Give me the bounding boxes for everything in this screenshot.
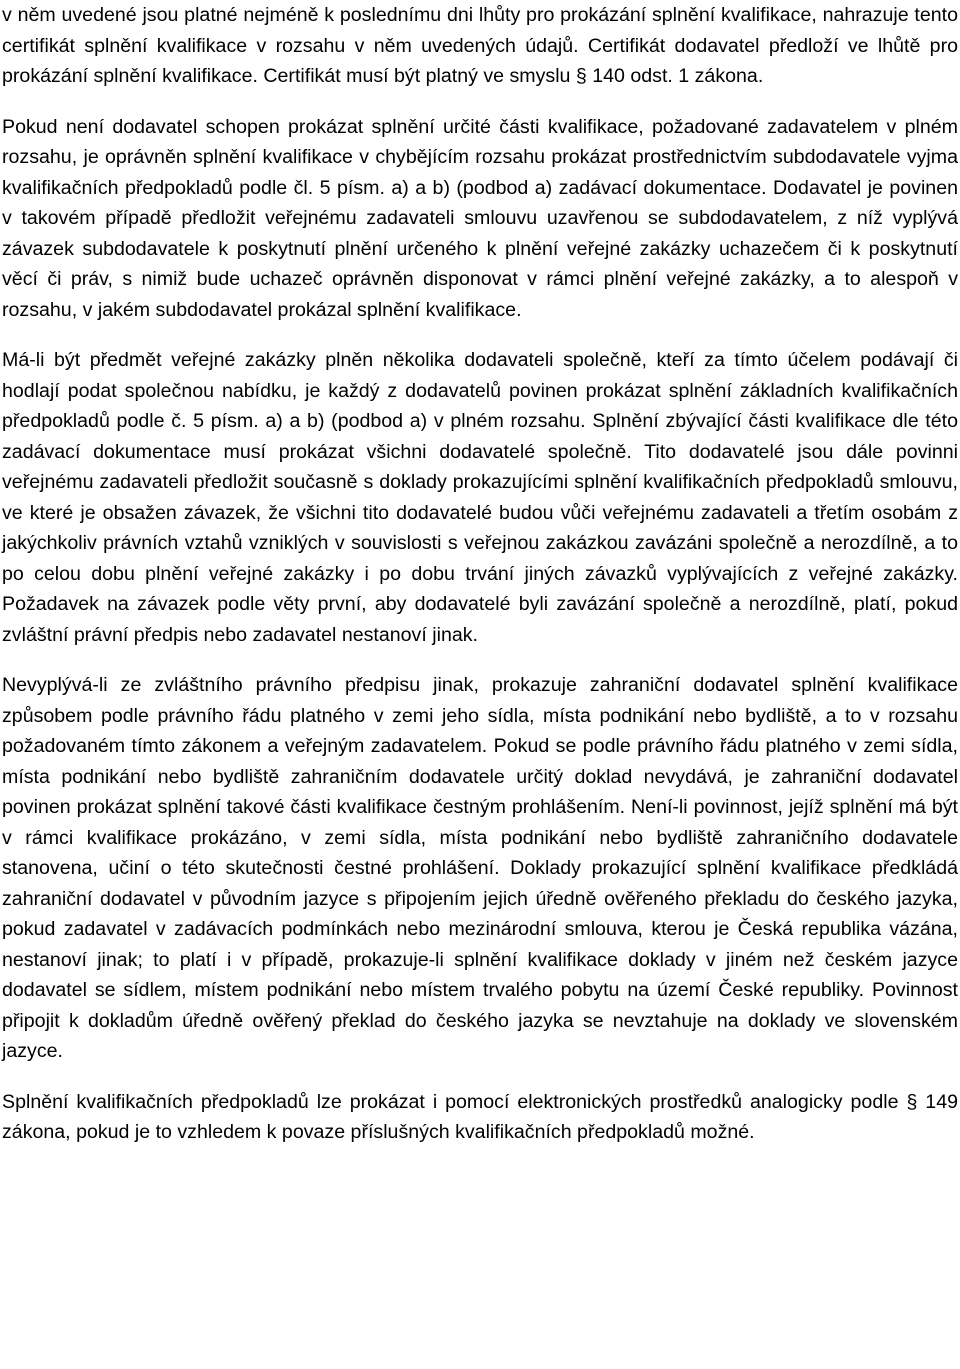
paragraph-subdodavatel: Pokud není dodavatel schopen prokázat splnění určité části kvalifikace, požadované zadavatelem v plném rozsahu, je oprávněn splnění kvalifikace v chybějícím rozsahu prokázat prostřednictvím subdodavatele vyjma kvalifikačních předpokladů podle čl. 5 písm. a) a b) (podbod a) zadávací dokumentace. Dodavatel je povinen v takovém případě předložit veřejnému zadavateli smlouvu uzavřenou se subdodavatelem, z níž vyplývá závazek subdodavatele k poskytnutí plnění určeného k plnění veřejné zakázky uchazečem či k poskytnutí věcí či práv, s nimiž bude uchazeč oprávněn disponovat v rámci plnění veřejné zakázky, a to alespoň v rozsahu, v jakém subdodavatel prokázal splnění kvalifikace.: [2, 115, 958, 321]
paragraph-elektronicke-prostredky: Splnění kvalifikačních předpokladů lze prokázat i pomocí elektronických prostředků analogicky podle § 149 zákona, pokud je to vzhledem k povaze příslušných kvalifikačních předpokladů možné.: [2, 1090, 958, 1143]
paragraph-certifikat: v něm uvedené jsou platné nejméně k poslednímu dni lhůty pro prokázání splnění kvalifikace, nahrazuje tento certifikát splnění kvalifikace v rozsahu v něm uvedených údajů. Certifikát dodavatel předloží ve lhůtě pro prokázání splnění kvalifikace. Certifikát musí být platný ve smyslu § 140 odst. 1 zákona.: [2, 4, 958, 87]
paragraph-spolecna-nabidka: Má-li být předmět veřejné zakázky plněn několika dodavateli společně, kteří za tímto účelem podávají či hodlají podat společnou nabídku, je každý z dodavatelů povinen prokázat splnění základních kvalifikačních předpokladů podle č. 5 písm. a) a b) (podbod a) v plném rozsahu. Splnění zbývající části kvalifikace dle této zadávací dokumentace musí prokázat všichni dodavatelé společně. Tito dodavatelé jsou dále povinni veřejnému zadavateli předložit současně s doklady prokazujícími splnění kvalifikačních předpokladů smlouvu, ve které je obsažen závazek, že všichni tito dodavatelé budou vůči veřejnému zadavateli a třetím osobám z jakýchkoliv právních vztahů vzniklých v souvislosti s veřejnou zakázkou zavázáni společně a nerozdílně, a to po celou dobu plnění veřejné zakázky i po dobu trvání jiných závazků vyplývajících z veřejné zakázky. Požadavek na závazek podle věty první, aby dodavatelé byli zavázání společně a nerozdílně, platí, pokud zvláštní právní předpis nebo zadavatel nestanoví jinak.: [2, 349, 958, 646]
paragraph-zahranicni-dodavatel: Nevyplývá-li ze zvláštního právního předpisu jinak, prokazuje zahraniční dodavatel splnění kvalifikace způsobem podle právního řádu platného v zemi jeho sídla, místa podnikání nebo bydliště, a to v rozsahu požadovaném tímto zákonem a veřejným zadavatelem. Pokud se podle právního řádu platného v zemi sídla, místa podnikání nebo bydliště zahraničním dodavatele určitý doklad nevydává, je zahraniční dodavatel povinen prokázat splnění takové části kvalifikace čestným prohlášením. Není-li povinnost, jejíž splnění má být v rámci kvalifikace prokázáno, v zemi sídla, místa podnikání nebo bydliště zahraničního dodavatele stanovena, učiní o této skutečnosti čestné prohlášení. Doklady prokazující splnění kvalifikace předkládá zahraniční dodavatel v původním jazyce s připojením jejich úředně ověřeného překladu do českého jazyka, pokud zadavatel v zadávacích podmínkách nebo mezinárodní smlouva, kterou je Česká republika vázána, nestanoví jinak; to platí i v případě, prokazuje-li splnění kvalifikace doklady v jiném než českém jazyce dodavatel se sídlem, místem podnikání nebo místem trvalého pobytu na území České republiky. Povinnost připojit k dokladům úředně ověřený překlad do českého jazyka se nevztahuje na doklady ve slovenském jazyce.: [2, 674, 958, 1062]
